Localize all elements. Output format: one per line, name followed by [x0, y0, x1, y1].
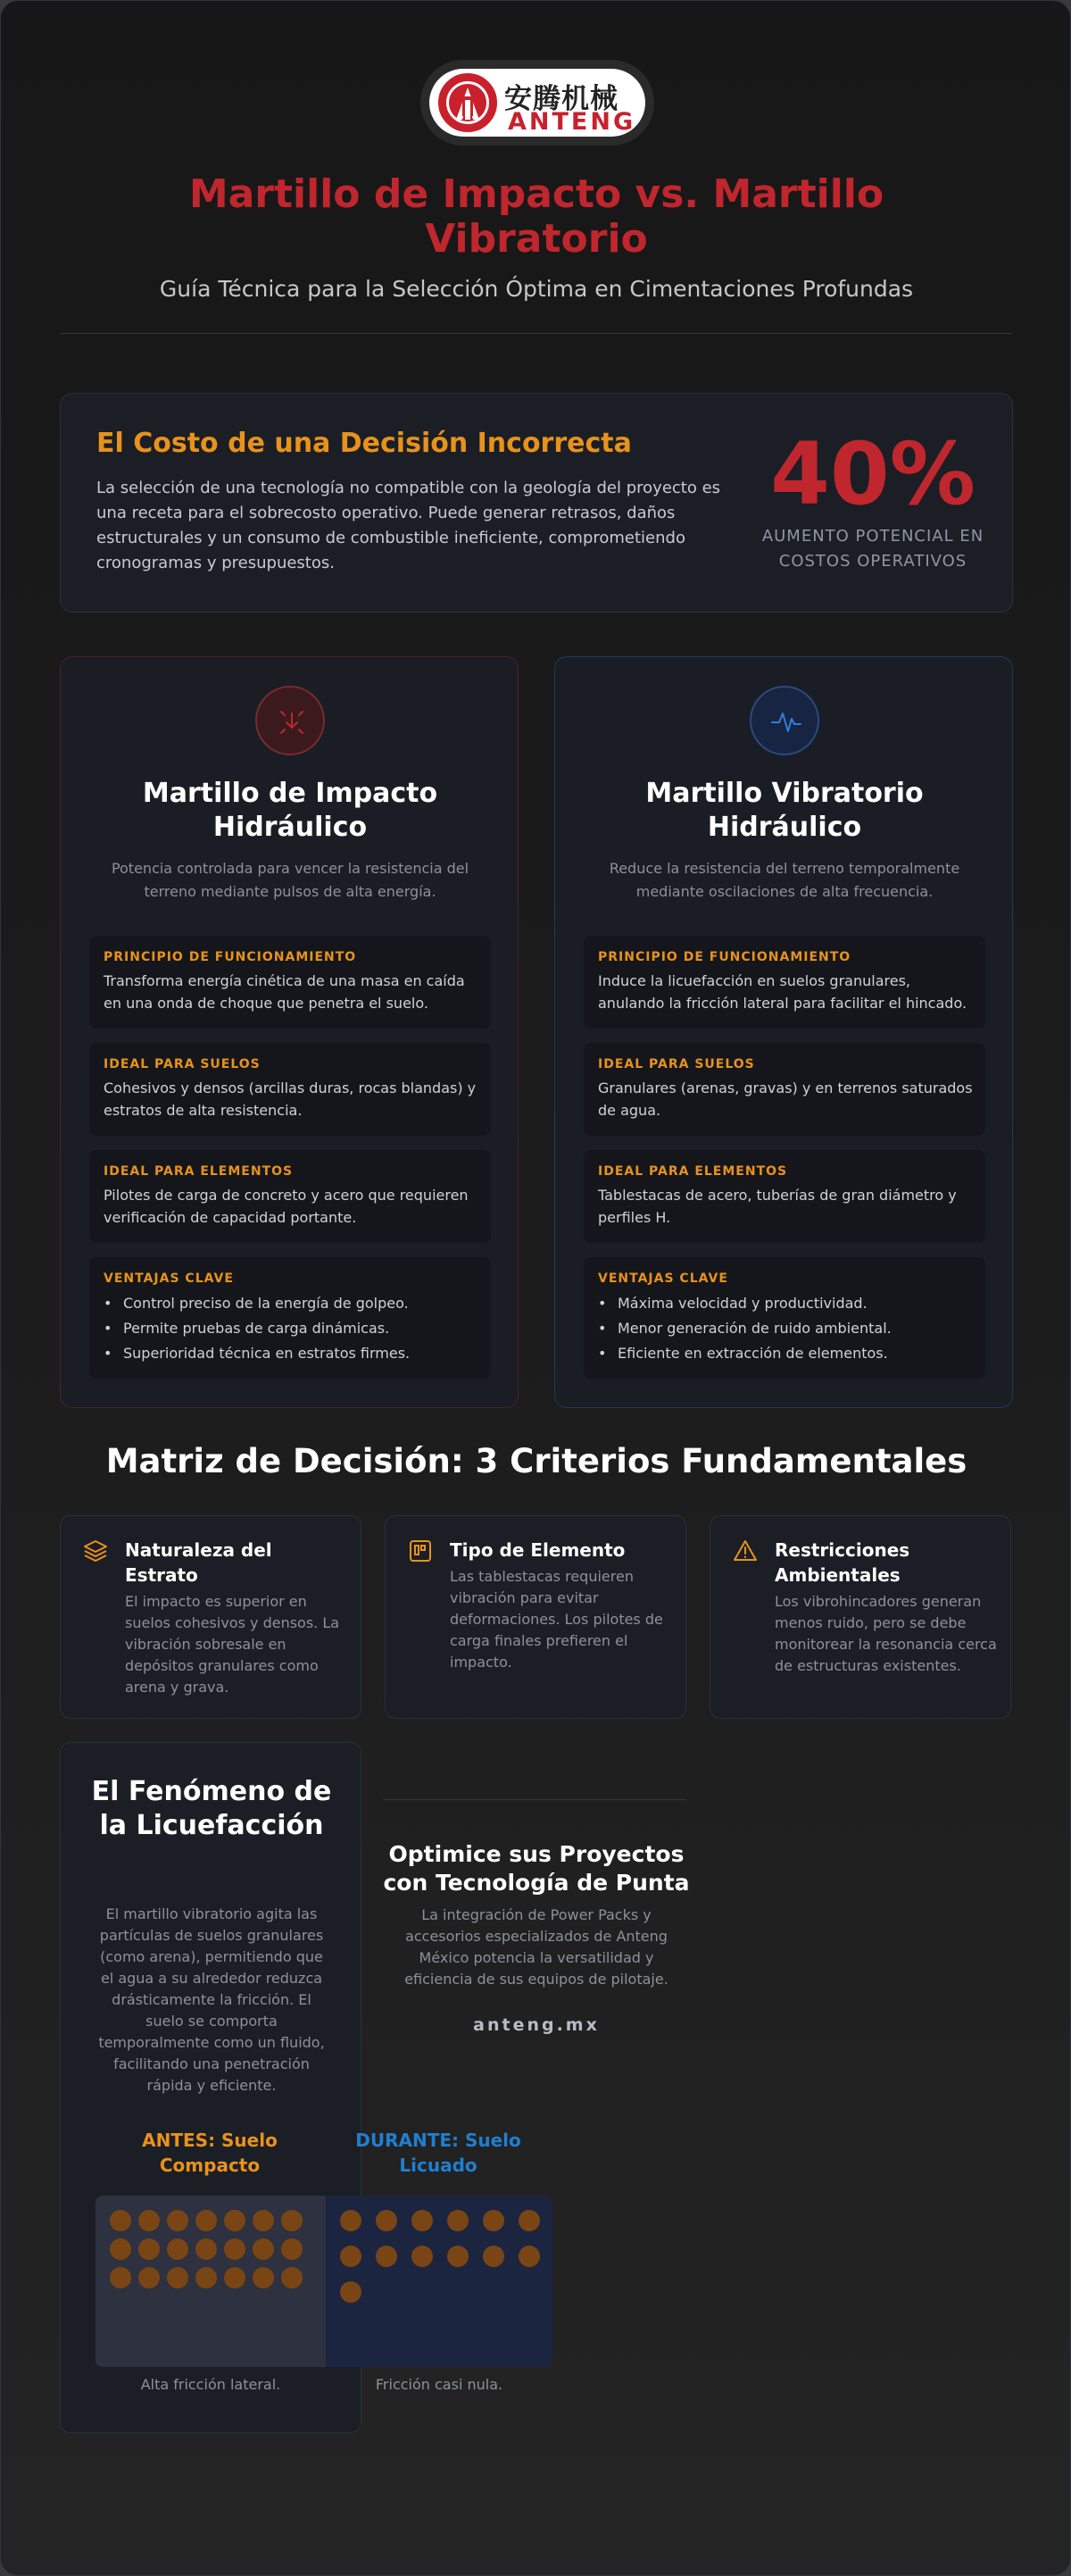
soil-grain	[253, 2238, 274, 2260]
cta-text: La integración de Power Packs y accesorios especializados de Anteng México potencia la versatilidad y eficiencia de sus equipos de pilotaje.	[404, 1906, 668, 1988]
soil-grain	[167, 2210, 188, 2231]
feature-label: PRINCIPIO DE FUNCIONAMIENTO	[598, 950, 851, 964]
feature-label: IDEAL PARA ELEMENTOS	[104, 1164, 294, 1179]
cost-percent-label: AUMENTO POTENCIAL EN COSTOS OPERATIVOS	[761, 527, 984, 571]
logo-english-text: ANTENG	[508, 108, 636, 136]
divider	[60, 333, 1013, 334]
impact-hammer-card	[60, 656, 519, 1408]
soil-grain	[519, 2246, 540, 2267]
anteng-logo-icon	[438, 73, 497, 132]
soil-grain	[138, 2210, 160, 2231]
advantages-list	[104, 1291, 410, 1366]
cost-card	[60, 393, 1013, 613]
feature-text: Tablestacas de acero, tuberías de gran diámetro y perfiles H.	[598, 1187, 957, 1226]
matrix-title: Matriz de Decisión: 3 Criterios Fundamentales	[105, 1442, 967, 1480]
soil-grain	[281, 2210, 303, 2231]
soil-grain	[483, 2246, 504, 2267]
feature-text: Induce la licuefacción en suelos granulares, anulando la fricción lateral para facilitar el hincado.	[598, 972, 967, 1012]
cost-text: La selección de una tecnología no compatible con la geología del proyecto es una receta para el sobrecosto operativo. Puede generar retrasos, daños estructurales y un consumo de combustible ineficiente, comprometiendo cronogramas y presupuestos.	[96, 479, 721, 572]
cost-title: El Costo de una Decisión Incorrecta	[96, 428, 632, 459]
impact-hammer-desc: Potencia controlada para vencer la resistencia del terreno mediante pulsos de alta energía.	[111, 860, 469, 900]
soil-grain	[195, 2238, 217, 2260]
soil-grain	[138, 2267, 160, 2288]
soil-grain	[411, 2210, 433, 2231]
soil-grain	[281, 2267, 303, 2288]
liquefied-soil-illustration	[326, 2196, 552, 2367]
soil-grain	[483, 2210, 504, 2231]
during-label: DURANTE: Suelo Licuado	[355, 2130, 521, 2176]
soil-grain	[224, 2238, 245, 2260]
soil-grain	[376, 2246, 397, 2267]
soil-grain	[281, 2238, 303, 2260]
soil-grain	[340, 2246, 361, 2267]
page-title: Martillo de Impacto vs. Martillo Vibratorio	[188, 171, 884, 262]
soil-grain	[253, 2267, 274, 2288]
impact-hammer-name: Martillo de Impacto Hidráulico	[142, 778, 438, 843]
layers-icon	[82, 1538, 109, 1568]
vibratory-hammer-desc: Reduce la resistencia del terreno temporalmente mediante oscilaciones de alta frecuencia.	[609, 860, 960, 900]
element-icon	[407, 1538, 434, 1568]
vibratory-hammer-name: Martillo Vibratorio Hidráulico	[645, 778, 924, 843]
soil-grain	[195, 2267, 217, 2288]
soil-grain	[195, 2210, 217, 2231]
soil-grain	[340, 2210, 361, 2231]
soil-grain	[411, 2246, 433, 2267]
before-caption: Alta fricción lateral.	[140, 2376, 281, 2393]
feature-label: IDEAL PARA ELEMENTOS	[598, 1164, 788, 1179]
list-item: • Menor generación de ruido ambiental.	[598, 1316, 892, 1341]
criterion-card-environment	[710, 1515, 1011, 1719]
brand-logo	[420, 60, 654, 146]
feature-label: PRINCIPIO DE FUNCIONAMIENTO	[104, 950, 357, 964]
vibratory-hammer-card	[554, 656, 1013, 1408]
cta-title: Optimice sus Proyectos con Tecnología de Punta	[383, 1841, 690, 1896]
vibratory-principle-box	[584, 936, 985, 1029]
advantages-list	[598, 1291, 892, 1366]
cost-percent: 40%	[770, 424, 976, 524]
vibratory-soils-box	[584, 1043, 985, 1136]
criterion-text: Los vibrohincadores generan menos ruido, pero se debe monitorear la resonancia cerca de estructuras existentes.	[775, 1593, 997, 1674]
impact-principle-box	[89, 936, 491, 1029]
feature-label: IDEAL PARA SUELOS	[104, 1057, 261, 1071]
soil-grain	[447, 2210, 469, 2231]
feature-text: Granulares (arenas, gravas) y en terrenos saturados de agua.	[598, 1080, 973, 1119]
vibratory-advantages-box	[584, 1257, 985, 1379]
soil-grain	[519, 2210, 540, 2231]
feature-label: IDEAL PARA SUELOS	[598, 1057, 755, 1071]
impact-icon	[255, 686, 325, 755]
feature-label: VENTAJAS CLAVE	[598, 1271, 728, 1286]
impact-advantages-box	[89, 1257, 491, 1379]
list-item: • Superioridad técnica en estratos firmes.	[104, 1341, 410, 1366]
vibratory-elements-box	[584, 1150, 985, 1243]
feature-text: Cohesivos y densos (arcillas duras, rocas blandas) y estratos de alta resistencia.	[104, 1080, 477, 1119]
feature-text: Pilotes de carga de concreto y acero que requieren verificación de capacidad portante.	[104, 1187, 469, 1226]
list-item: • Control preciso de la energía de golpeo.	[104, 1291, 410, 1316]
criterion-card-stratum	[60, 1515, 361, 1719]
criterion-title: Restricciones Ambientales	[775, 1539, 910, 1586]
soil-grain	[340, 2281, 361, 2303]
before-label: ANTES: Suelo Compacto	[142, 2130, 278, 2176]
list-item: • Máxima velocidad y productividad.	[598, 1291, 892, 1316]
list-item: • Permite pruebas de carga dinámicas.	[104, 1316, 410, 1341]
soil-grain	[167, 2267, 188, 2288]
soil-grain	[110, 2210, 131, 2231]
page-subtitle: Guía Técnica para la Selección Óptima en Cimentaciones Profundas	[159, 276, 914, 302]
soil-grain	[167, 2238, 188, 2260]
feature-text: Transforma energía cinética de una masa en caída en una onda de choque que penetra el suelo.	[104, 972, 465, 1012]
soil-grain	[224, 2210, 245, 2231]
criterion-title: Naturaleza del Estrato	[125, 1539, 272, 1586]
soil-grain	[110, 2238, 131, 2260]
vibration-icon	[750, 686, 819, 755]
during-caption: Fricción casi nula.	[375, 2376, 503, 2393]
soil-grain	[110, 2267, 131, 2288]
liquefaction-title: El Fenómeno de la Licuefacción	[91, 1776, 332, 1841]
divider	[383, 1799, 686, 1800]
impact-soils-box	[89, 1043, 491, 1136]
criterion-text: Las tablestacas requieren vibración para evitar deformaciones. Los pilotes de carga finales prefieren el impacto.	[450, 1568, 663, 1671]
feature-label: VENTAJAS CLAVE	[104, 1271, 234, 1286]
compact-soil-illustration	[95, 2196, 326, 2367]
soil-grain	[253, 2210, 274, 2231]
website-link[interactable]: anteng.mx	[473, 2015, 600, 2035]
liquefaction-text: El martillo vibratorio agita las partículas de suelos granulares (como arena), permitiendo que el agua a su alrededor reduzca drásticamente la fricción. El suelo se comporta temporalmente como un fluido, facilitando una penetración rápida y eficiente.	[98, 1905, 325, 2094]
soil-grain	[138, 2238, 160, 2260]
soil-grain	[376, 2210, 397, 2231]
criterion-title: Tipo de Elemento	[450, 1539, 626, 1561]
soil-grain	[224, 2267, 245, 2288]
impact-elements-box	[89, 1150, 491, 1243]
criterion-text: El impacto es superior en suelos cohesivos y densos. La vibración sobresale en depósitos granulares como arena y grava.	[125, 1593, 340, 1696]
criterion-card-element	[385, 1515, 686, 1719]
list-item: • Eficiente en extracción de elementos.	[598, 1341, 892, 1366]
logo-chinese-text: 安腾机械	[504, 83, 619, 115]
warning-icon	[732, 1538, 759, 1568]
soil-grain	[447, 2246, 469, 2267]
